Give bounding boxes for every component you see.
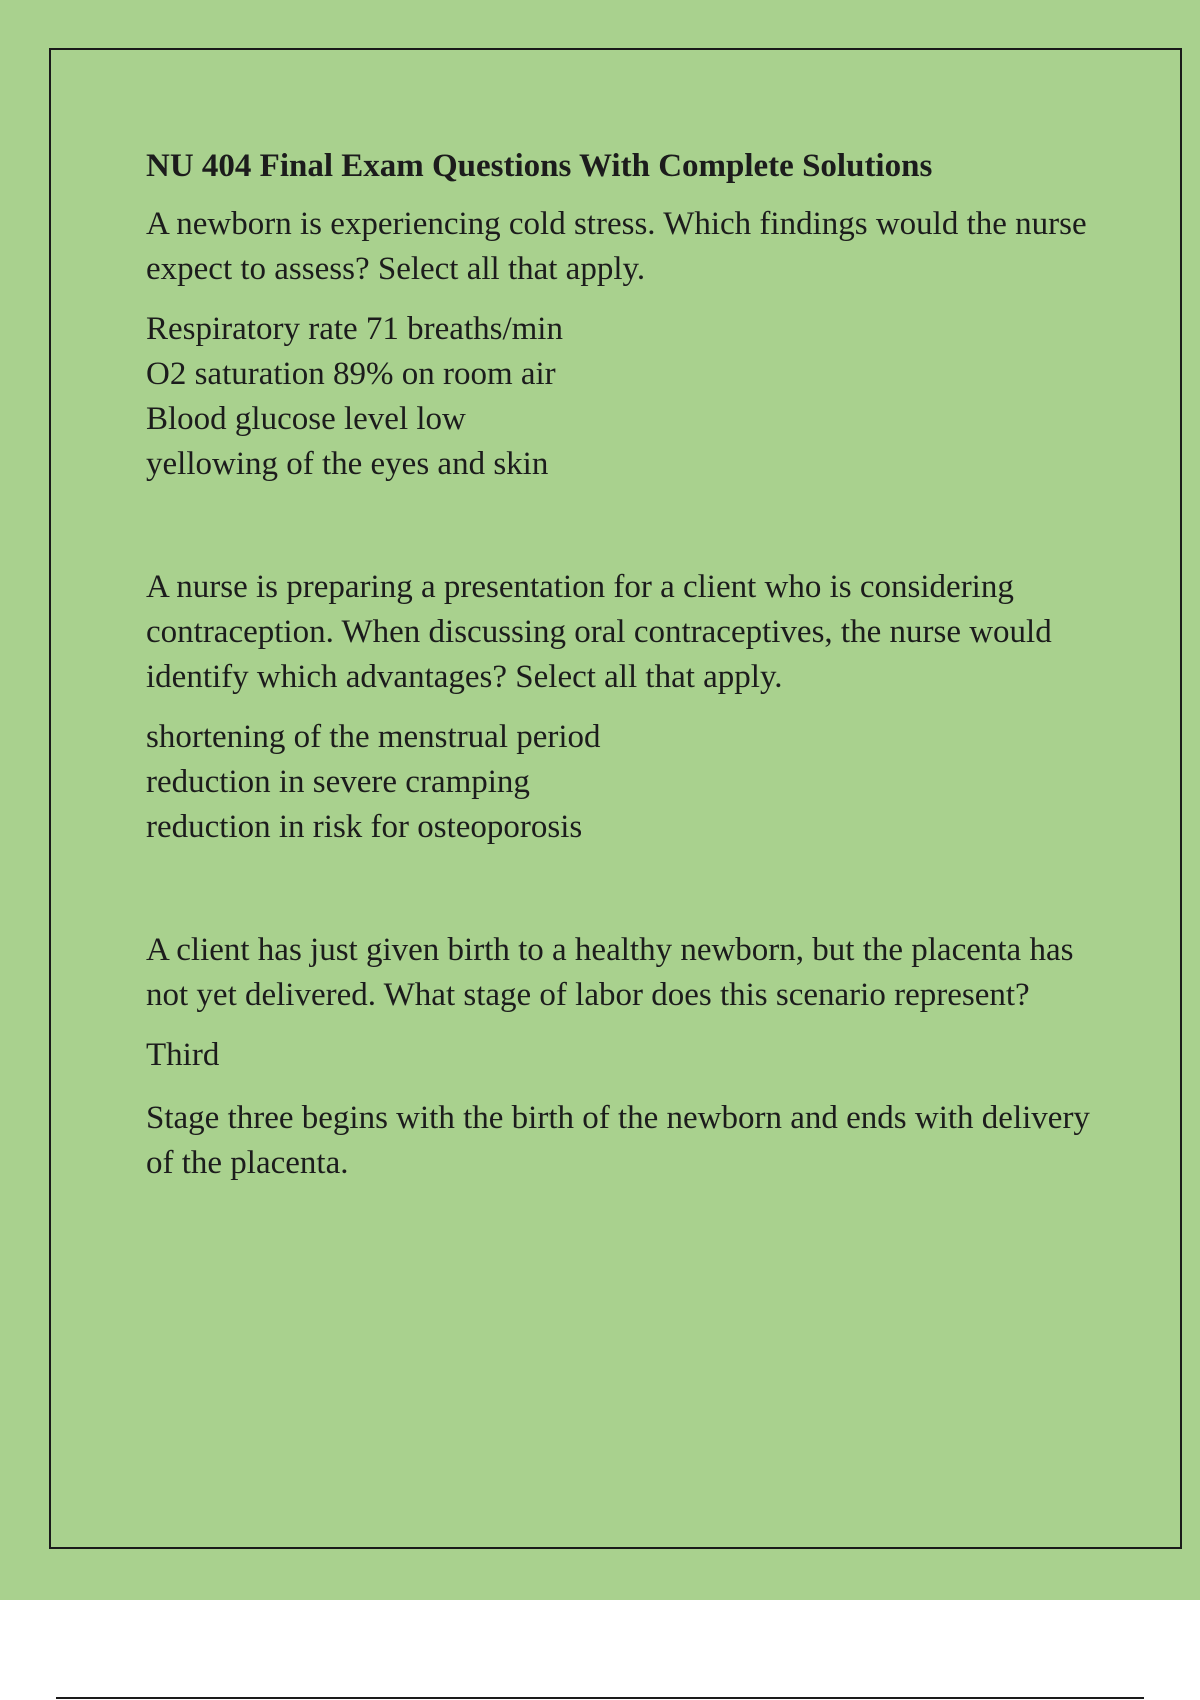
question-1: A newborn is experiencing cold stress. Which findings would the nurse expect to assess? Select all that apply. — [146, 206, 1087, 287]
answer-item: reduction in severe cramping — [146, 764, 530, 800]
answer-list-2 — [146, 715, 1106, 850]
document-title: NU 404 Final Exam Questions With Complete Solutions — [146, 148, 933, 184]
rationale-text: Stage three begins with the birth of the newborn and ends with delivery of the placenta. — [146, 1100, 1090, 1181]
answer-item: Respiratory rate 71 breaths/min — [146, 311, 563, 347]
question-2: A nurse is preparing a presentation for a client who is considering contraception. When discussing oral contraceptives, the nurse would identify which advantages? Select all that apply. — [146, 569, 1052, 695]
answer-item: yellowing of the eyes and skin — [146, 446, 549, 482]
answer-item: Third — [146, 1037, 220, 1073]
section-spacer — [146, 487, 1106, 565]
answer-item: shortening of the menstrual period — [146, 719, 601, 755]
answer-item: reduction in risk for osteoporosis — [146, 809, 583, 845]
answer-list-3 — [146, 1033, 1106, 1078]
answer-list-1 — [146, 307, 1106, 487]
question-3: A client has just given birth to a healthy newborn, but the placenta has not yet delivered. What stage of labor does this scenario represent? — [146, 932, 1074, 1013]
answer-item: O2 saturation 89% on room air — [146, 356, 556, 392]
section-spacer — [146, 1078, 1106, 1096]
document-content — [146, 142, 1106, 1201]
answer-item: Blood glucose level low — [146, 401, 466, 437]
footer-rule — [56, 1697, 1144, 1699]
section-spacer — [146, 850, 1106, 928]
